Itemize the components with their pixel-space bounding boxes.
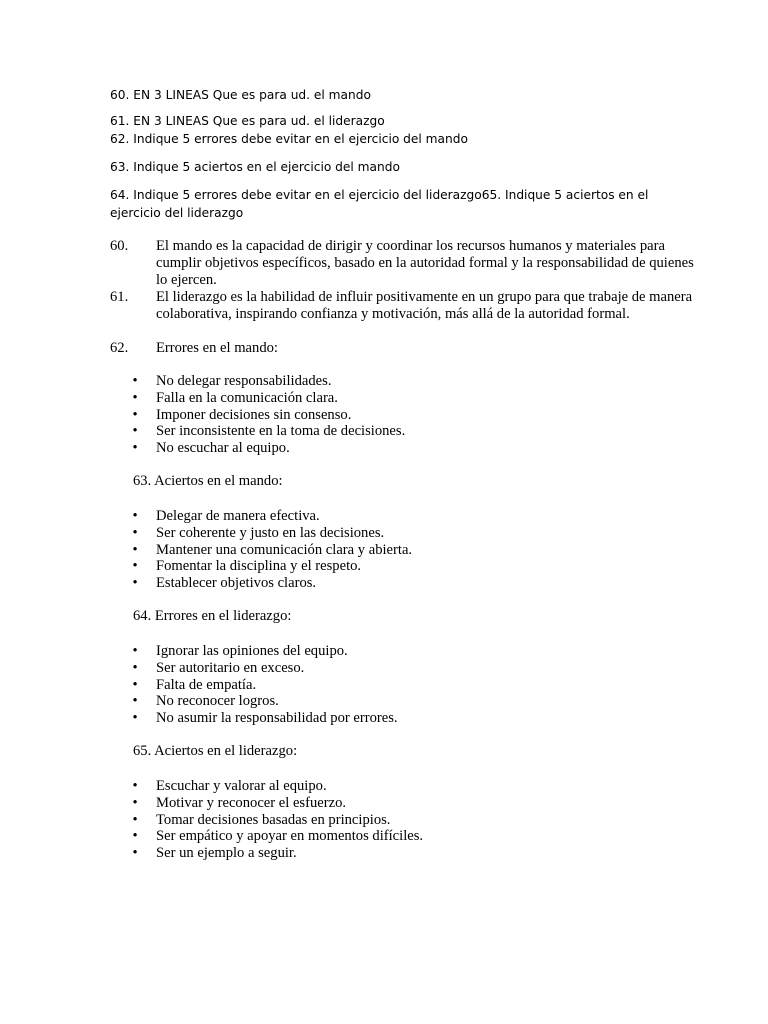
answer-62-heading: [110, 340, 696, 357]
list-item: • Imponer decisiones sin consenso.: [130, 407, 690, 424]
question-64-65: 64. Indique 5 errores debe evitar en el ejercicio del liderazgo65. Indique 5 aciertos en el ejercicio del liderazgo: [110, 188, 649, 220]
answer-60-number: 60.: [110, 238, 129, 254]
list-item: • Tomar decisiones basadas en principios.: [130, 812, 690, 829]
answer-60: [110, 238, 696, 288]
answer-60-text: El mando es la capacidad de dirigir y coordinar los recursos humanos y materiales para cumplir objetivos específicos, basado en la autoridad formal y la responsabilidad de quienes lo ejercen.: [156, 238, 694, 288]
section-heading-aciertos-liderazgo: 65. Aciertos en el liderazgo:: [133, 743, 298, 759]
list-item: • No asumir la responsabilidad por errores.: [130, 710, 690, 727]
list-item: • No delegar responsabilidades.: [130, 373, 690, 390]
list-item: • Falla en la comunicación clara.: [130, 390, 690, 407]
bullet-icon: •: [132, 423, 138, 440]
question-60: 60. EN 3 LINEAS Que es para ud. el mando: [110, 88, 371, 102]
list-item: • Delegar de manera efectiva.: [130, 508, 690, 525]
bullet-icon: •: [132, 440, 138, 457]
list-item: • Mantener una comunicación clara y abierta.: [130, 542, 690, 559]
question-63: 63. Indique 5 aciertos en el ejercicio del mando: [110, 160, 400, 174]
bullet-icon: •: [132, 373, 138, 389]
bullet-icon: •: [132, 524, 138, 541]
question-62: 62. Indique 5 errores debe evitar en el ejercicio del mando: [110, 132, 468, 146]
list-item: • Ser coherente y justo en las decisiones.: [130, 525, 690, 542]
list-item: • No reconocer logros.: [130, 693, 690, 710]
list-item: • Fomentar la disciplina y el respeto.: [130, 558, 690, 575]
bullet-icon: •: [132, 676, 138, 693]
bullet-icon: •: [132, 558, 138, 575]
list-item: • Ignorar las opiniones del equipo.: [130, 643, 690, 660]
answer-61-text: El liderazgo es la habilidad de influir positivamente en un grupo para que trabaje de manera colaborativa, inspirando confianza y motivación, más allá de la autoridad formal.: [156, 289, 693, 322]
list-item: • Establecer objetivos claros.: [130, 575, 690, 592]
list-errores-mando: [130, 373, 690, 457]
bullet-icon: •: [132, 845, 138, 862]
list-item: • Motivar y reconocer el esfuerzo.: [130, 795, 690, 812]
question-61: 61. EN 3 LINEAS Que es para ud. el liderazgo: [110, 114, 385, 128]
bullet-icon: •: [132, 659, 138, 676]
bullet-icon: •: [132, 693, 138, 710]
bullet-icon: •: [132, 794, 138, 811]
list-item: • Ser inconsistente en la toma de decisiones.: [130, 423, 690, 440]
list-errores-liderazgo: [130, 643, 690, 727]
bullet-icon: •: [132, 541, 138, 558]
answer-62-text: Errores en el mando:: [156, 340, 278, 356]
bullet-icon: •: [132, 643, 138, 659]
section-heading-errores-liderazgo: 64. Errores en el liderazgo:: [133, 608, 292, 624]
list-item: • Ser autoritario en exceso.: [130, 660, 690, 677]
bullet-icon: •: [132, 778, 138, 794]
answer-62-number: 62.: [110, 340, 129, 356]
list-aciertos-liderazgo: [130, 778, 690, 862]
bullet-icon: •: [132, 389, 138, 406]
list-item: • No escuchar al equipo.: [130, 440, 690, 457]
section-heading-aciertos-mando: 63. Aciertos en el mando:: [133, 473, 283, 489]
list-item: • Ser empático y apoyar en momentos difíciles.: [130, 828, 690, 845]
bullet-icon: •: [132, 575, 138, 592]
list-item: • Falta de empatía.: [130, 677, 690, 694]
bullet-icon: •: [132, 811, 138, 828]
answer-61-number: 61.: [110, 289, 129, 305]
list-aciertos-mando: [130, 508, 690, 592]
bullet-icon: •: [132, 406, 138, 423]
bullet-icon: •: [132, 828, 138, 845]
list-item: • Ser un ejemplo a seguir.: [130, 845, 690, 862]
bullet-icon: •: [132, 508, 138, 524]
list-item: • Escuchar y valorar al equipo.: [130, 778, 690, 795]
answer-61: [110, 289, 696, 323]
bullet-icon: •: [132, 710, 138, 727]
